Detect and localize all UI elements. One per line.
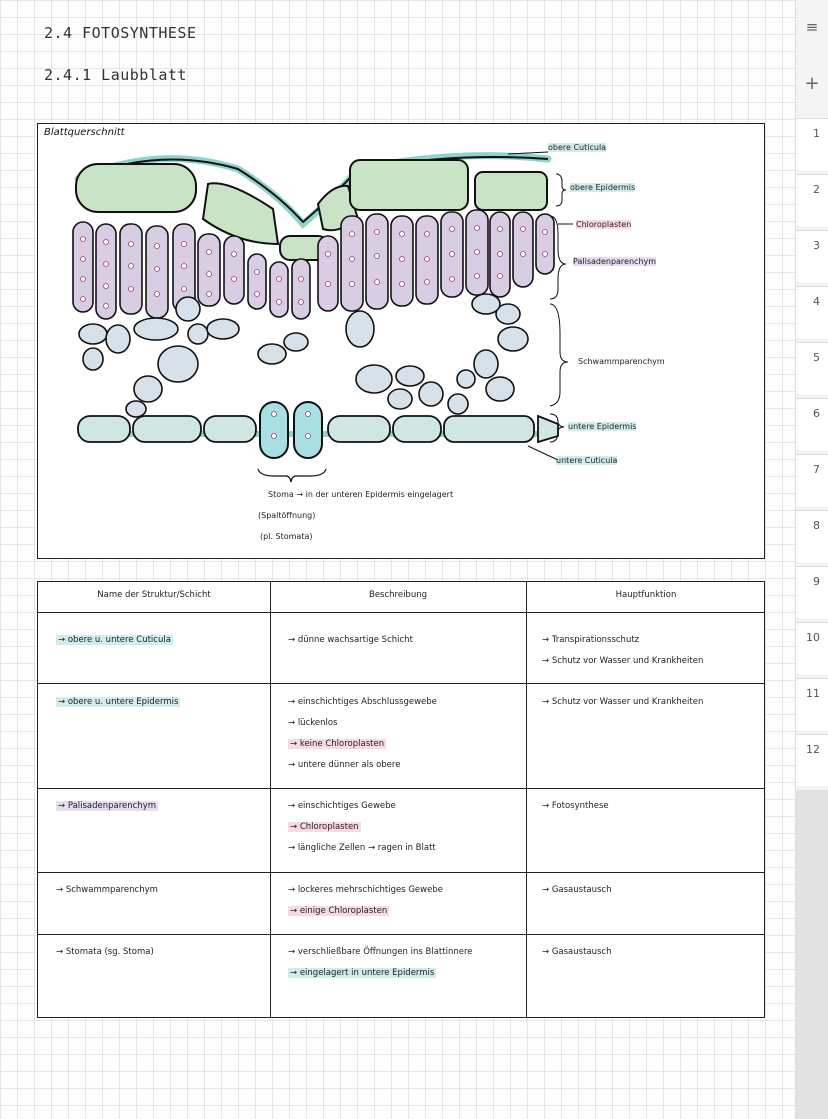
diagram-title: Blattquerschnitt bbox=[44, 127, 125, 138]
stoma-brace bbox=[258, 469, 326, 482]
label-schwammparenchym: Schwammparenchym bbox=[578, 357, 665, 366]
header-function: Hauptfunktion bbox=[615, 590, 677, 600]
page-thumb-6[interactable]: 6 bbox=[796, 398, 828, 450]
page-thumb-2[interactable]: 2 bbox=[796, 174, 828, 226]
table-row-name: → obere u. untere Cuticula bbox=[58, 635, 171, 645]
label-obere-epidermis: obere Epidermis bbox=[570, 183, 636, 192]
subsection-title: 2.4.1 Laubblatt bbox=[44, 66, 187, 84]
label-untere-cuticula: untere Cuticula bbox=[556, 456, 618, 465]
table-row-function: → Transpirationsschutz → Schutz vor Wasser und Krankheiten bbox=[542, 635, 704, 666]
table-row-function: → Schutz vor Wasser und Krankheiten bbox=[542, 697, 704, 707]
label-stoma: Stoma → in der unteren Epidermis eingelagert bbox=[268, 490, 454, 499]
page-thumb-12[interactable]: 12 bbox=[796, 734, 828, 786]
table-row-function: → Gasaustausch bbox=[542, 885, 612, 895]
page-thumb-9[interactable]: 9 bbox=[796, 566, 828, 618]
stoma-guard-cells bbox=[260, 402, 322, 458]
table-row-description: → lockeres mehrschichtiges Gewebe → einige Chloroplasten bbox=[288, 885, 443, 916]
label-obere-cuticula: obere Cuticula bbox=[548, 143, 607, 152]
table-row-function: → Fotosynthese bbox=[542, 801, 609, 811]
label-spaltoeffnung: (Spaltöffnung) bbox=[258, 511, 316, 520]
table-row-name: → Palisadenparenchym bbox=[58, 801, 157, 811]
page-thumb-4[interactable]: 4 bbox=[796, 286, 828, 338]
upper-epidermis-cell bbox=[350, 160, 468, 210]
label-chloroplasten: Chloroplasten bbox=[576, 220, 632, 229]
header-description: Beschreibung bbox=[368, 590, 427, 600]
page-thumb-3[interactable]: 3 bbox=[796, 230, 828, 282]
table-row-name: → Stomata (sg. Stoma) bbox=[56, 947, 154, 957]
page-thumb-10[interactable]: 10 bbox=[796, 622, 828, 674]
structure-table bbox=[37, 581, 765, 1018]
header-name: Name der Struktur/Schicht bbox=[97, 590, 211, 600]
label-untere-epidermis: untere Epidermis bbox=[568, 422, 637, 431]
table-row-description: → verschließbare Öffnungen ins Blattinnere → eingelagert in untere Epidermis bbox=[288, 947, 473, 978]
page-thumb-8[interactable]: 8 bbox=[796, 510, 828, 562]
menu-icon[interactable]: ≡ bbox=[805, 18, 819, 36]
page-navigator bbox=[795, 0, 828, 1119]
upper-epidermis-cell bbox=[76, 164, 196, 212]
table-row-function: → Gasaustausch bbox=[542, 947, 612, 957]
page-thumb-5[interactable]: 5 bbox=[796, 342, 828, 394]
rail-scroll-area[interactable] bbox=[796, 790, 828, 1119]
label-palisadenparenchym: Palisadenparenchym bbox=[573, 257, 657, 266]
page-thumb-1[interactable]: 1 bbox=[796, 118, 828, 170]
section-title: 2.4 FOTOSYNTHESE bbox=[44, 24, 197, 42]
table-row-description: → einschichtiges Abschlussgewebe → lückenlos → keine Chloroplasten → untere dünner als obere bbox=[288, 697, 437, 770]
page-thumb-11[interactable]: 11 bbox=[796, 678, 828, 730]
page-thumb-7[interactable]: 7 bbox=[796, 454, 828, 506]
add-page-icon[interactable]: + bbox=[804, 73, 820, 94]
label-plural-stomata: (pl. Stomata) bbox=[260, 532, 313, 541]
table-row-description: → einschichtiges Gewebe → Chloroplasten → längliche Zellen → ragen in Blatt bbox=[288, 801, 436, 853]
table-row-name: → Schwammparenchym bbox=[56, 885, 158, 895]
leaf-cross-section-diagram bbox=[37, 123, 765, 559]
table-row-description: → dünne wachsartige Schicht bbox=[288, 635, 413, 645]
table-row-name: → obere u. untere Epidermis bbox=[58, 697, 179, 707]
upper-epidermis-cell bbox=[475, 172, 547, 210]
